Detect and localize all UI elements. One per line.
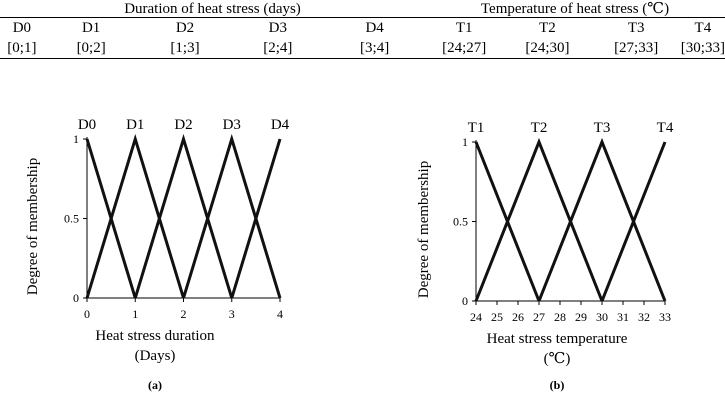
duration-group-header: Duration of heat stress (days) <box>124 0 301 17</box>
chart-0-x-axis-label: Heat stress duration <box>95 328 215 344</box>
chart-1-series-label-t1: T1 <box>467 120 485 136</box>
range-cell-t2: [24;30] <box>525 39 570 56</box>
range-cell-t3: [27;33] <box>614 39 659 56</box>
chart-0-series-d2 <box>135 139 232 298</box>
chart-1-xtick-label: 28 <box>554 310 566 324</box>
temperature-group-header: Temperature of heat stress (℃) <box>480 0 670 17</box>
chart-1-y-axis-label: Degree of membership <box>416 160 432 299</box>
range-cell-d4: [3;4] <box>360 39 390 56</box>
chart-0-caption: (a) <box>148 378 162 392</box>
chart-0-ytick-label: 1 <box>73 132 79 146</box>
chart-1-xtick-label: 30 <box>596 310 608 324</box>
chart-0-series-label-d2: D2 <box>174 117 193 133</box>
chart-0-x-axis-unit: (Days) <box>134 348 176 364</box>
chart-1-caption: (b) <box>549 378 565 392</box>
chart-0-series-label-d0: D0 <box>77 117 97 133</box>
chart-1-xtick-label: 25 <box>491 310 503 324</box>
chart-1-xtick-label: 31 <box>617 310 629 324</box>
chart-1-xtick-label: 32 <box>638 310 650 324</box>
chart-0-xtick-label: 4 <box>277 307 283 321</box>
chart-1-series-label-t2: T2 <box>530 120 548 136</box>
chart-1-series-t2 <box>476 142 602 301</box>
chart-0-xtick-label: 0 <box>84 307 90 321</box>
chart-1-xtick-label: 33 <box>659 310 671 324</box>
label-cell-d1: D1 <box>81 19 101 36</box>
chart-0-series-label-d1: D1 <box>126 117 145 133</box>
chart-0-series-d3 <box>184 139 281 298</box>
chart-0-ytick-label: 0.5 <box>64 211 79 226</box>
chart-1-xtick-label: 27 <box>533 310 545 324</box>
chart-1-ytick-label: 1 <box>462 135 468 149</box>
chart-0-series-d1 <box>87 139 184 298</box>
chart-0-series-label-d4: D4 <box>270 117 290 133</box>
label-cell-d4: D4 <box>365 19 384 36</box>
chart-1-series-label-t4: T4 <box>656 120 674 136</box>
chart-0-xtick-label: 2 <box>180 307 187 321</box>
label-cell-t2: T2 <box>539 19 556 36</box>
label-cell-t4: T4 <box>694 19 712 36</box>
range-cell-t1: [24;27] <box>442 39 487 56</box>
chart-0-xtick-label: 1 <box>132 307 139 321</box>
chart-1-xtick-label: 29 <box>575 310 587 324</box>
range-cell-d3: [2;4] <box>263 39 293 56</box>
chart-1-series-label-t3: T3 <box>593 120 611 136</box>
range-cell-d2: [1;3] <box>170 39 200 56</box>
chart-1-xtick-label: 26 <box>512 310 524 324</box>
label-cell-t1: T1 <box>455 19 473 36</box>
range-cell-d1: [0;2] <box>76 39 106 56</box>
label-cell-d2: D2 <box>175 19 195 36</box>
range-cell-t4: [30;33] <box>680 39 725 56</box>
range-cell-d0: [0;1] <box>7 39 37 56</box>
chart-0-ytick-label: 0 <box>73 291 79 305</box>
chart-1-x-axis-unit: (℃) <box>543 351 571 367</box>
chart-1-x-axis-label: Heat stress temperature <box>486 331 628 347</box>
chart-1-ytick-label: 0.5 <box>453 214 468 229</box>
label-cell-t3: T3 <box>627 19 645 36</box>
chart-1-xtick-label: 24 <box>470 310 482 324</box>
label-cell-d0: D0 <box>12 19 32 36</box>
chart-1-ytick-label: 0 <box>462 294 468 308</box>
chart-0-series-label-d3: D3 <box>222 117 241 133</box>
chart-1-series-t3 <box>539 142 665 301</box>
chart-0-xtick-label: 3 <box>228 307 235 321</box>
label-cell-d3: D3 <box>268 19 288 36</box>
chart-0-y-axis-label: Degree of membership <box>25 157 41 296</box>
